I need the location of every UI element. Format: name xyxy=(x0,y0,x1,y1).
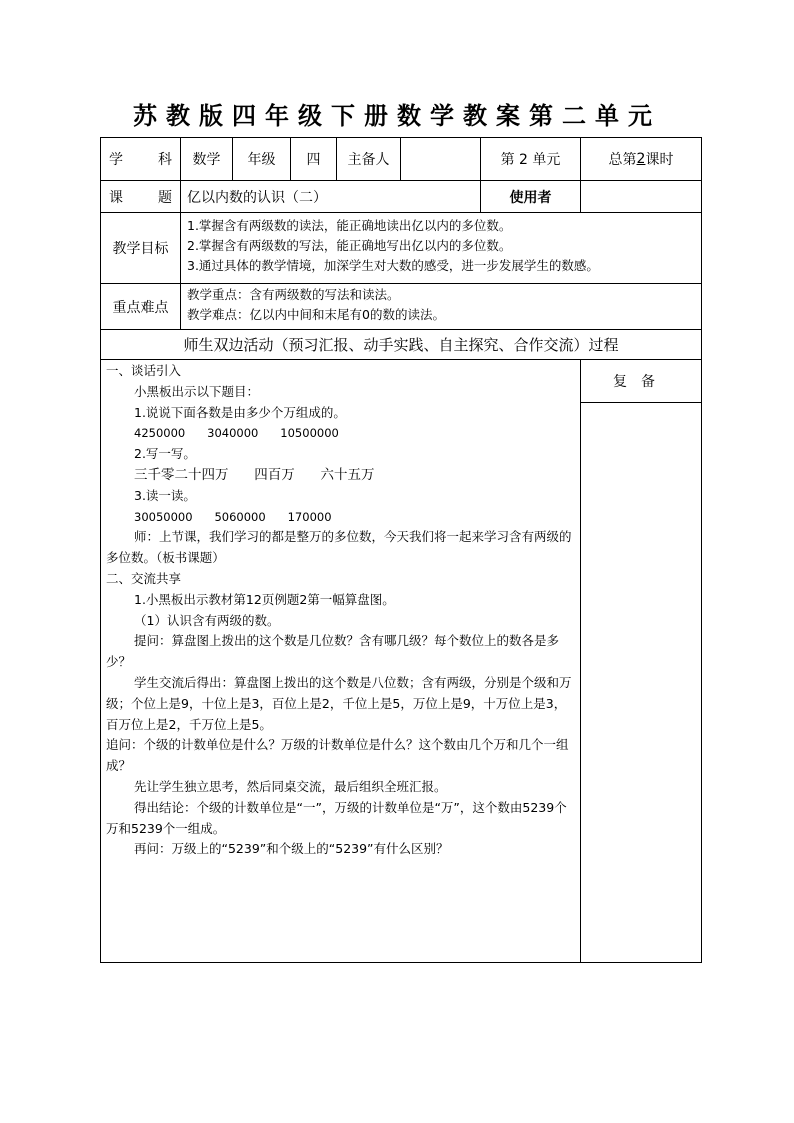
content-line: 3.读一读。 xyxy=(134,487,196,503)
objectives-row xyxy=(101,213,701,284)
subject-value: 数学 xyxy=(181,138,233,180)
preparer-label: 主备人 xyxy=(337,138,401,180)
key-point-item: 教学重点：含有两级数的写法和读法。 xyxy=(187,287,400,302)
topic-label-char-1: 课 xyxy=(109,189,123,206)
grade-label: 年级 xyxy=(233,138,291,180)
key-point-item: 教学难点：亿以内中间和末尾有0的数的读法。 xyxy=(187,307,445,322)
content-paragraph: 提问：算盘图上拨出的这个数是几位数？含有哪几级？每个数位上的数各是多少？ xyxy=(106,633,560,670)
content-line: 1.说说下面各数是由多少个万组成的。 xyxy=(134,404,346,420)
content-line: （1）认识含有两级的数。 xyxy=(134,612,280,628)
review-heading: 复备 xyxy=(581,360,701,403)
lesson-suffix: 课时 xyxy=(645,152,674,168)
key-points-row xyxy=(101,284,701,330)
objective-item: 2.掌握含有两级数的写法，能正确地写出亿以内的多位数。 xyxy=(187,238,512,253)
content-paragraph: 再问：万级上的“5239”和个级上的“5239”有什么区别？ xyxy=(134,841,449,857)
key-points-list xyxy=(181,284,701,329)
content-line: 2.写一写。 xyxy=(134,446,196,462)
content-line: 小黑板出示以下题目： xyxy=(134,383,260,399)
lesson-number: 2 xyxy=(636,151,646,167)
content-line: 1.小黑板出示教材第12页例题2第一幅算盘图。 xyxy=(134,591,395,607)
unit-value: 第 2 单元 xyxy=(481,138,581,180)
topic-row xyxy=(101,181,701,213)
objective-item: 3.通过具体的教学情境，加深学生对大数的感受，进一步发展学生的数感。 xyxy=(187,258,599,273)
objectives-list xyxy=(181,213,701,283)
content-line: 三千零二十四万 四百万 六十五万 xyxy=(134,466,375,483)
content-paragraph: 先让学生独立思考，然后同桌交流，最后组织全班汇报。 xyxy=(134,778,447,794)
user-label: 使用者 xyxy=(481,181,581,212)
user-value xyxy=(581,181,701,212)
preparer-value xyxy=(401,138,481,180)
header-row xyxy=(101,138,701,181)
topic-label-char-2: 题 xyxy=(158,189,172,206)
page-title: 苏教版四年级下册数学教案第二单元 xyxy=(133,101,661,130)
subject-label-char-2: 科 xyxy=(158,152,172,168)
objectives-label: 教学目标 xyxy=(101,213,181,283)
subject-label xyxy=(101,138,181,180)
subject-label-char-1: 学 xyxy=(109,152,123,168)
topic-value: 亿以内数的认识（二） xyxy=(181,181,481,212)
section-heading: 二、交流共享 xyxy=(106,570,182,586)
content-paragraph: 追问：个级的计数单位是什么？万级的计数单位是什么？这个数由几个万和几个一组成？ xyxy=(106,737,569,774)
content-paragraph: 学生交流后得出：算盘图上拨出的这个数是八位数；含有两级，分别是个级和万级；个位上是9，十位上是3，百位上是2，千位上是5，万位上是9，十万位上是3，百万位上是2，千万位上是5。 xyxy=(106,674,572,732)
process-content xyxy=(101,360,581,962)
number-list: 30050000 5060000 170000 xyxy=(134,509,332,524)
grade-value: 四 xyxy=(291,138,337,180)
lesson-plan-table xyxy=(100,137,702,963)
section-heading: 一、谈话引入 xyxy=(106,363,182,378)
number-list: 4250000 3040000 10500000 xyxy=(134,426,339,441)
content-paragraph: 师：上节课，我们学习的都是整万的多位数，今天我们将一起来学习含有两级的多位数。（板书课题） xyxy=(106,529,572,566)
objective-item: 1.掌握含有两级数的读法，能正确地读出亿以内的多位数。 xyxy=(187,218,512,233)
process-heading: 师生双边活动（预习汇报、动手实践、自主探究、合作交流）过程 xyxy=(183,336,619,354)
key-points-label: 重点难点 xyxy=(101,284,181,329)
topic-label xyxy=(101,181,181,212)
lesson-count xyxy=(581,138,701,180)
lesson-prefix: 总第 xyxy=(608,152,637,168)
content-paragraph: 得出结论：个级的计数单位是“一”，万级的计数单位是“万”，这个数由5239个万和5239个一组成。 xyxy=(106,799,567,836)
process-heading-row xyxy=(101,330,701,360)
